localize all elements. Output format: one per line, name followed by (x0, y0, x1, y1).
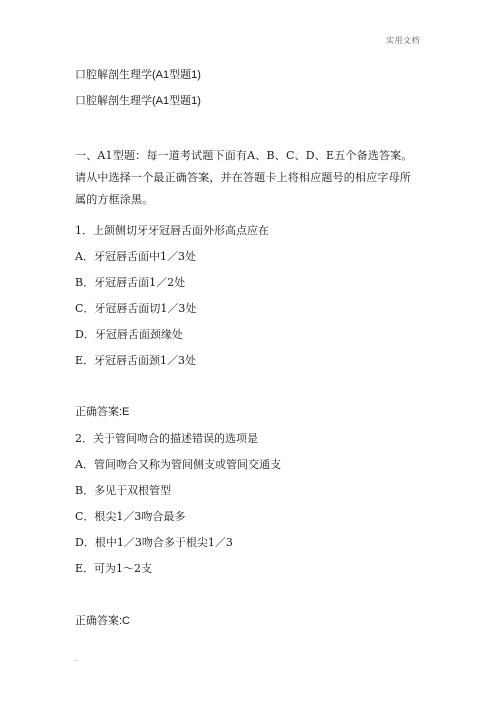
question-1-option-e: E．牙冠唇舌面颈1／3处 (75, 354, 197, 367)
question-2-option-e: E．可为1～2支 (75, 562, 153, 575)
document-title: 口腔解剖生理学(A1型题1) (75, 69, 201, 81)
question-2-option-c: C．根尖1／3吻合最多 (75, 510, 186, 523)
question-2-option-a: A．管间吻合又称为管间侧支或管间交通支 (75, 458, 281, 471)
question-1-option-b: B．牙冠唇舌面1／2处 (75, 276, 186, 289)
question-1-option-a: A．牙冠唇舌面中1／3处 (75, 250, 196, 263)
question-1-answer: 正确答案:E (75, 406, 130, 418)
question-1-option-c: C．牙冠唇舌面切1／3处 (75, 302, 197, 315)
section-instructions: 一、A1型题：每一道考试题下面有A、B、C、D、E五个备选答案。请从中选择一个最正确答案，并在答题卡上将相应题号的相应字母所属的方框涂黑。 (75, 149, 413, 206)
question-1-stem: 1．上颌侧切牙牙冠唇舌面外形高点应在 (75, 224, 269, 237)
question-2-answer: 正确答案:C (75, 615, 130, 627)
footer-mark: . (75, 655, 78, 663)
header-label: 实用文档 (386, 36, 420, 45)
question-2-stem: 2．关于管间吻合的描述错误的选项是 (75, 432, 258, 445)
question-2-option-d: D．根中1／3吻合多于根尖1／3 (75, 536, 233, 549)
document-subtitle: 口腔解剖生理学(A1型题1) (75, 95, 201, 107)
question-2-option-b: B．多见于双根管型 (75, 484, 172, 497)
question-1-option-d: D．牙冠唇舌面颈缘处 (75, 328, 183, 341)
